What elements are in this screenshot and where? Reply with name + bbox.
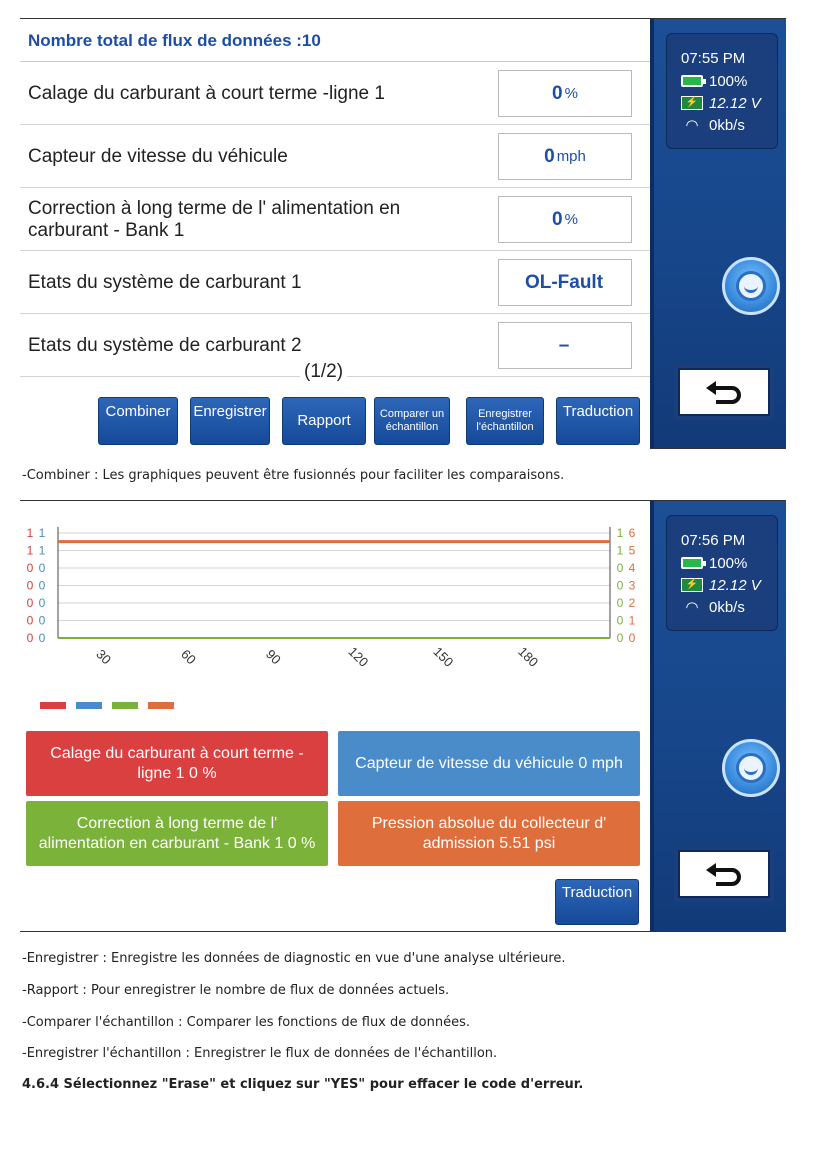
status-sidebar [650, 19, 786, 448]
record-button[interactable]: Enregistrer [190, 397, 270, 445]
data-tile-manifold-pressure[interactable]: Pression absolue du collecteur d' admission 5.51 psi [338, 801, 640, 866]
y-tick-label: 0 [26, 631, 34, 645]
y-tick-label: 1 [616, 526, 624, 540]
status-panel [666, 515, 778, 631]
data-row-label: Calage du carburant à court terme -ligne 1 [28, 82, 385, 104]
y-tick-label: 3 [628, 578, 636, 593]
network-status: ◠ 0kb/s [681, 596, 777, 618]
translate-button[interactable]: Traduction [555, 879, 639, 925]
data-row[interactable] [20, 62, 650, 125]
clock: 07:55 PM [681, 49, 746, 67]
voltage-icon: ⚡ [681, 96, 703, 110]
screenshot-combined-chart [20, 500, 786, 932]
x-tick-label: 90 [263, 646, 284, 668]
section-heading: 4.6.4 Sélectionnez "Erase" et cliquez sur "YES" pour effacer le code d'erreur. [22, 1077, 584, 1092]
data-row-value: 0 mph [498, 133, 632, 180]
data-tile-short-term-fuel[interactable]: Calage du carburant à court terme - ligne 1 0 % [26, 731, 328, 796]
caption-save-sample: -Enregistrer l'échantillon : Enregistrer le flux de données de l'échantillon. [22, 1046, 498, 1061]
status-sidebar [650, 501, 786, 931]
caption-record: -Enregistrer : Enregistre les données de diagnostic en vue d'une analyse ultérieure. [22, 951, 566, 966]
legend-swatch-3 [112, 702, 138, 709]
y-tick-label: 0 [616, 578, 624, 593]
y-tick-label: 1 [38, 543, 46, 558]
save-sample-button[interactable]: Enregistrer l'échantillon [466, 397, 544, 445]
y-tick-label: 0 [628, 631, 636, 645]
data-row-value: 0 % [498, 196, 632, 243]
data-row-value: OL-Fault [498, 259, 632, 306]
translate-button[interactable]: Traduction [556, 397, 640, 445]
data-row[interactable] [20, 125, 650, 188]
data-row-value: 0 % [498, 70, 632, 117]
y-tick-label: 0 [38, 561, 46, 575]
clock: 07:56 PM [681, 531, 746, 549]
legend-swatch-4 [148, 702, 174, 709]
data-row[interactable] [20, 188, 650, 251]
status-panel [666, 33, 778, 149]
voltage-status: ⚡ 12.12 V [681, 92, 777, 114]
legend-swatch-1 [40, 702, 66, 709]
data-row-value: – [498, 322, 632, 369]
y-tick-label: 2 [628, 596, 636, 610]
wifi-icon: ◠ [685, 599, 699, 616]
y-tick-label: 0 [38, 631, 46, 645]
battery-status: 100% [681, 70, 777, 92]
battery-icon [681, 557, 703, 569]
y-tick-label: 0 [26, 578, 34, 593]
y-tick-label: 0 [616, 561, 624, 575]
page-indicator: (1/2) [300, 361, 347, 383]
y-tick-label: 1 [26, 526, 34, 540]
voltage-icon: ⚡ [681, 578, 703, 592]
combine-button[interactable]: Combiner [98, 397, 178, 445]
battery-icon [681, 75, 703, 87]
caption-combine: -Combiner : Les graphiques peuvent être fusionnés pour faciliter les comparaisons. [22, 468, 565, 483]
caption-report: -Rapport : Pour enregistrer le nombre de flux de données actuels. [22, 983, 450, 998]
support-icon[interactable] [722, 257, 780, 315]
voltage-status: ⚡ 12.12 V [681, 574, 777, 596]
y-tick-label: 1 [26, 543, 34, 558]
wifi-icon: ◠ [685, 117, 699, 134]
caption-compare: -Comparer l'échantillon : Comparer les fonctions de flux de données. [22, 1015, 470, 1030]
y-tick-label: 1 [38, 526, 46, 540]
data-row-label: Capteur de vitesse du véhicule [28, 145, 288, 167]
back-arrow-icon [678, 850, 770, 898]
x-tick-label: 150 [430, 643, 457, 670]
compare-sample-button[interactable]: Comparer un échantillon [374, 397, 450, 445]
back-button[interactable] [674, 364, 774, 420]
data-row-label: Correction à long terme de l' alimentation en carburant - Bank 1 [28, 197, 401, 241]
battery-status: 100% [681, 552, 777, 574]
y-tick-label: 0 [616, 631, 624, 645]
legend-swatch-2 [76, 702, 102, 709]
stream-count-title: Nombre total de flux de données :10 [28, 31, 321, 50]
bottom-toolbar [20, 391, 650, 449]
x-tick-label: 30 [93, 646, 115, 668]
y-tick-label: 0 [616, 596, 624, 610]
x-tick-label: 60 [178, 646, 199, 668]
network-status: ◠ 0kb/s [681, 114, 777, 136]
data-tile-long-term-fuel[interactable]: Correction à long terme de l' alimentation en carburant - Bank 1 0 % [26, 801, 328, 866]
y-tick-label: 1 [616, 543, 624, 558]
support-icon[interactable] [722, 739, 780, 797]
y-tick-label: 5 [628, 543, 636, 558]
y-tick-label: 0 [26, 561, 34, 575]
data-row-label: Etats du système de carburant 1 [28, 271, 302, 293]
y-tick-label: 0 [38, 578, 46, 593]
y-tick-label: 0 [26, 613, 34, 628]
y-tick-label: 0 [616, 613, 624, 628]
data-tile-vehicle-speed[interactable]: Capteur de vitesse du véhicule 0 mph [338, 731, 640, 796]
back-arrow-icon [678, 368, 770, 416]
y-tick-label: 0 [38, 596, 46, 610]
y-tick-label: 6 [628, 526, 636, 540]
screenshot-data-stream-list [20, 18, 786, 449]
data-row[interactable] [20, 251, 650, 314]
report-button[interactable]: Rapport [282, 397, 366, 445]
x-tick-label: 180 [515, 643, 542, 670]
data-row-label: Etats du système de carburant 2 [28, 334, 302, 356]
y-tick-label: 0 [38, 613, 46, 628]
x-tick-label: 120 [345, 643, 372, 670]
back-button[interactable] [674, 846, 774, 902]
y-tick-label: 0 [26, 596, 34, 610]
y-tick-label: 1 [628, 613, 636, 628]
y-tick-label: 4 [628, 561, 636, 575]
combined-line-chart [20, 501, 650, 716]
